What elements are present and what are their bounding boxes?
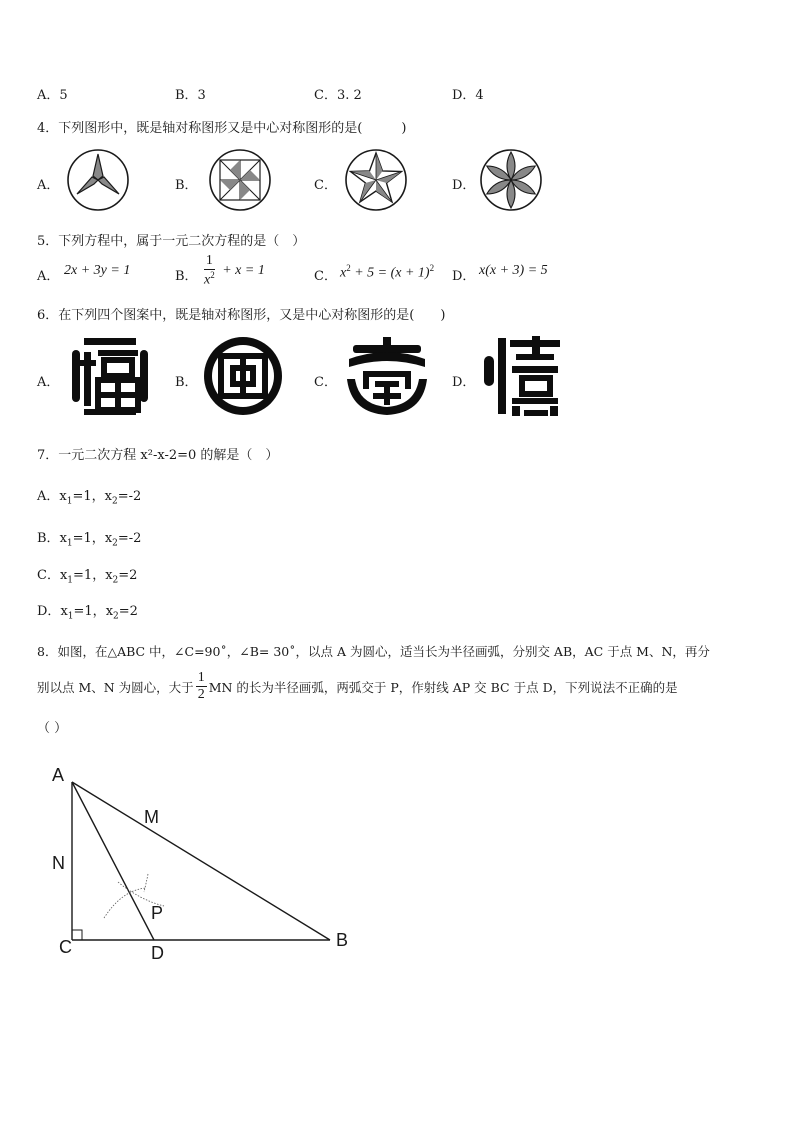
q5-b-exponent: 2 xyxy=(210,270,215,280)
q5-c-left: x xyxy=(340,265,347,281)
ray-ad xyxy=(72,782,154,940)
q7-d-v1: =1， xyxy=(73,604,106,619)
q4-label-a[interactable]: A． xyxy=(37,178,60,193)
q3-option-d[interactable]: D．4 xyxy=(452,88,484,103)
q8-fraction xyxy=(196,671,207,702)
xi-character-seal-icon[interactable] xyxy=(482,334,566,418)
q4-label-d[interactable]: D． xyxy=(452,178,476,193)
q7-d-v2: =2 xyxy=(118,604,138,619)
q7-a-v1: =1， xyxy=(72,489,105,504)
q4-label-c[interactable]: C． xyxy=(314,178,337,193)
label-c: C xyxy=(59,937,72,957)
q5-b-rest: + x = 1 xyxy=(222,263,265,279)
q5-label-a[interactable]: A． xyxy=(37,269,60,284)
six-petal-flower-icon[interactable] xyxy=(479,148,543,212)
label-m: M xyxy=(144,807,159,827)
q7-d-sub2: 2 xyxy=(113,611,119,622)
three-blade-circle-icon[interactable] xyxy=(66,148,130,212)
q7-option-c[interactable] xyxy=(37,564,137,586)
q6-label-c[interactable]: C． xyxy=(314,375,337,390)
q6-label-a[interactable]: A． xyxy=(37,375,60,390)
q5-b-denominator: x xyxy=(204,272,211,288)
q4-label-b[interactable]: B． xyxy=(175,178,198,193)
label-b: B xyxy=(336,930,349,950)
right-angle-mark xyxy=(72,930,82,940)
q5-b-numerator: 1 xyxy=(205,253,213,268)
q7-b-x2: x xyxy=(104,531,113,546)
q8-answer-brackets: （ ） xyxy=(37,721,68,736)
q7-c-x2: x xyxy=(105,568,113,583)
label-a: A xyxy=(52,765,65,785)
q8-line-2 xyxy=(37,671,678,702)
q5-c-mid: + 5 = (x + 1) xyxy=(354,265,430,281)
q5-label-c[interactable]: C． xyxy=(314,269,337,284)
q7-d-label: D． xyxy=(37,604,61,619)
q7-a-v2: =-2 xyxy=(117,489,142,504)
q7-stem: 7．一元二次方程 x²-x-2=0 的解是（ ） xyxy=(37,448,279,463)
q7-option-a[interactable] xyxy=(37,485,141,507)
q8-fraction-denominator: 2 xyxy=(197,687,205,702)
arc-short xyxy=(144,874,148,892)
q7-d-x2: x xyxy=(105,604,114,619)
q7-b-v1: =1， xyxy=(72,531,105,546)
q7-b-label: B． xyxy=(37,531,60,546)
q8-line-1: 8．如图，在△ABC 中，∠C=90˚，∠B= 30˚，以点 A 为圆心，适当长为半径画弧，分别交 AB，AC 于点 M、N，再分 xyxy=(37,644,710,659)
q7-a-sub2: 2 xyxy=(111,496,118,507)
q7-d-x1: x xyxy=(60,604,68,619)
q7-c-v1: =1， xyxy=(73,568,106,583)
q7-d-sub1: 1 xyxy=(67,611,74,622)
q6-label-d[interactable]: D． xyxy=(452,375,476,390)
q3-option-a[interactable]: A．5 xyxy=(37,88,68,103)
q7-option-b[interactable] xyxy=(37,527,141,549)
q7-b-sub2: 2 xyxy=(112,538,118,549)
star-in-circle-icon[interactable] xyxy=(344,148,408,212)
q7-a-x2: x xyxy=(104,489,112,504)
q8-line-2-pre: 别以点 M、N 为圆心，大于 xyxy=(37,679,194,695)
q7-option-d[interactable] xyxy=(37,600,138,622)
q6-label-b[interactable]: B． xyxy=(175,375,198,390)
q5-option-d-equation: x(x + 3) = 5 xyxy=(479,263,548,278)
q8-fraction-numerator: 1 xyxy=(197,670,205,685)
triangle-abc-figure xyxy=(40,760,370,970)
q7-a-sub1: 1 xyxy=(66,496,73,507)
q7-a-label: A． xyxy=(37,489,60,504)
q5-option-b-equation xyxy=(200,254,265,288)
q7-b-sub1: 1 xyxy=(66,538,73,549)
label-d: D xyxy=(151,943,164,963)
q5-label-d[interactable]: D． xyxy=(452,269,476,284)
q3-option-b[interactable]: B．3 xyxy=(175,88,206,103)
q7-c-v2: =2 xyxy=(118,568,138,583)
round-shou-seal-icon[interactable] xyxy=(343,335,431,417)
q4-stem: 4．下列图形中，既是轴对称图形又是中心对称图形的是( ) xyxy=(37,121,407,136)
q5-c-exponent-2: 2 xyxy=(429,263,435,273)
q5-stem: 5．下列方程中，属于一元二次方程的是（ ） xyxy=(37,234,306,249)
label-p: P xyxy=(151,903,164,923)
q7-c-x1: x xyxy=(59,568,68,583)
q7-b-v2: =-2 xyxy=(117,531,142,546)
pinwheel-icon[interactable] xyxy=(208,148,272,212)
q3-option-c[interactable]: C．3. 2 xyxy=(314,88,362,103)
q7-a-x1: x xyxy=(59,489,67,504)
q5-c-exponent: 2 xyxy=(346,263,351,273)
label-n: N xyxy=(52,853,65,873)
q7-c-sub2: 2 xyxy=(112,575,119,586)
segment-ab xyxy=(72,782,330,940)
q8-line-2-post: MN 的长为半径画弧，两弧交于 P，作射线 AP 交 BC 于点 D，下列说法不正确的是 xyxy=(208,679,678,695)
q7-c-sub1: 1 xyxy=(67,575,74,586)
fu-character-seal-icon[interactable] xyxy=(68,336,152,416)
q7-b-x1: x xyxy=(59,531,67,546)
q5-option-a-equation: 2x + 3y = 1 xyxy=(64,263,131,278)
q5-option-c-equation xyxy=(340,263,434,282)
q5-label-b[interactable]: B． xyxy=(175,269,198,284)
q7-c-label: C． xyxy=(37,568,60,583)
round-lattice-seal-icon[interactable] xyxy=(202,335,284,417)
q6-stem: 6．在下列四个图案中，既是轴对称图形，又是中心对称图形的是( ) xyxy=(37,308,446,323)
